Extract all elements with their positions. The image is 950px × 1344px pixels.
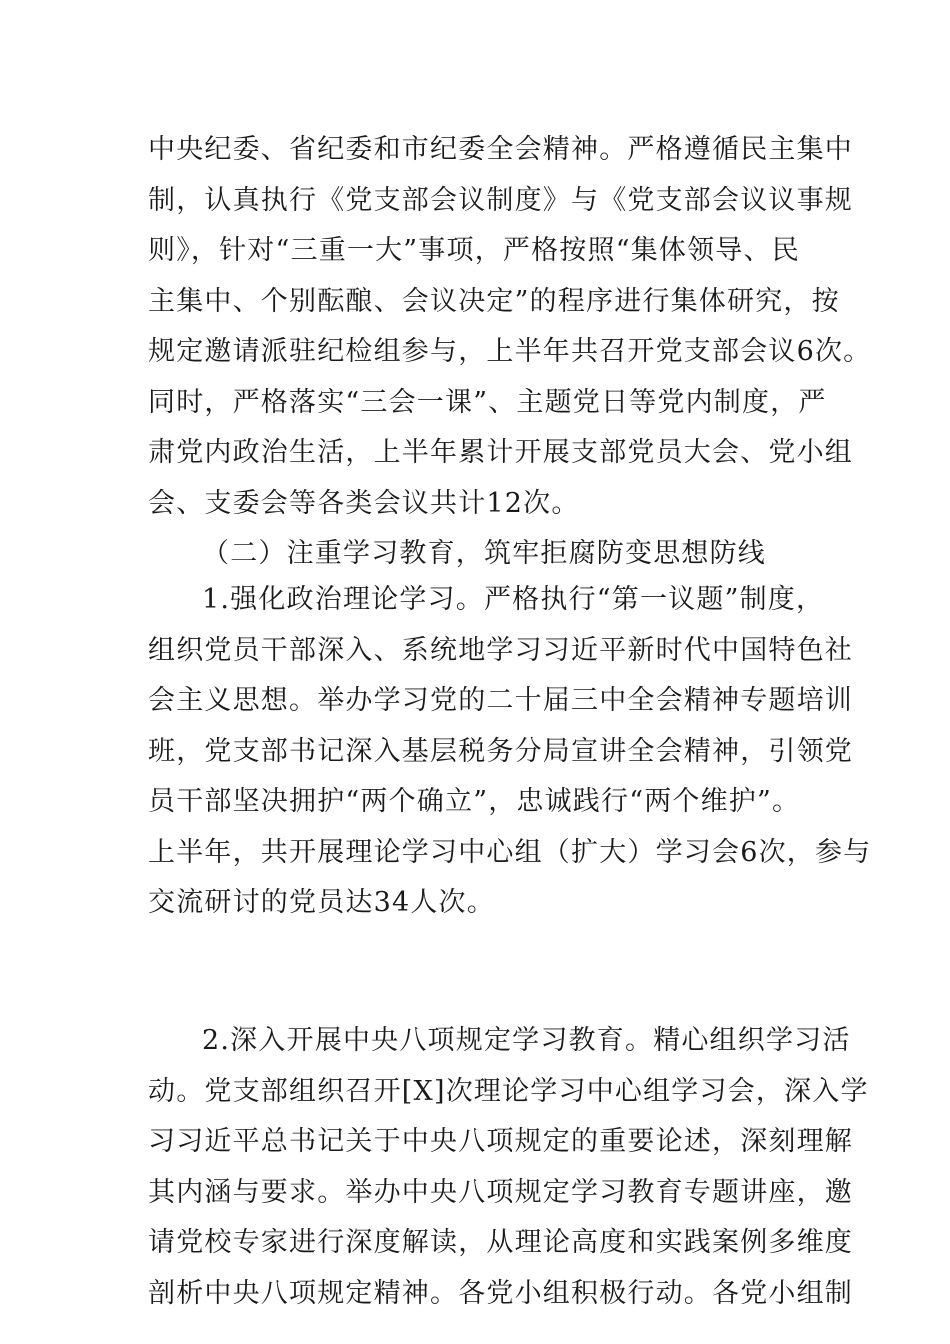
text-line: 肃党内政治生活，上半年累计开展支部党员大会、党小组 (148, 437, 853, 468)
paragraph-meeting-system (148, 125, 872, 580)
text-line: 请党校专家进行深度解读，从理论高度和实践案例多维度 (148, 1227, 853, 1258)
text-line: 动。党支部组织召开[X]次理论学习中心组学习会，深入学 (148, 1075, 869, 1107)
text-line: 则》，针对“三重一大”事项，严格按照“集体领导、民 (148, 235, 800, 266)
text-line: 交流研讨的党员达34人次。 (148, 887, 495, 918)
text-line: 制，认真执行《党支部会议制度》与《党支部会议议事规 (148, 184, 853, 216)
text-line: 2.深入开展中央八项规定学习教育。精心组织学习活 (202, 1025, 851, 1056)
text-line: 习习近平总书记关于中央八项规定的重要论述，深刻理解 (148, 1126, 853, 1157)
paragraph-eight-regulations (148, 1016, 869, 1319)
text-line: 会、支委会等各类会议共计12次。 (148, 487, 580, 519)
text-line: 规定邀请派驻纪检组参与，上半年共召开党支部会议6次。 (148, 336, 872, 367)
text-line: 其内涵与要求。举办中央八项规定学习教育专题讲座，邀 (148, 1176, 853, 1208)
text-line: 中央纪委、省纪委和市纪委全会精神。严格遵循民主集中 (148, 134, 853, 165)
text-line: 上半年，共开展理论学习中心组（扩大）学习会6次，参与 (148, 836, 872, 868)
text-line: 会主义思想。举办学习党的二十届三中全会精神专题培训 (148, 685, 853, 716)
paragraph-political-theory (148, 575, 872, 929)
text-line: 组织党员干部深入、系统地学习习近平新时代中国特色社 (148, 634, 853, 666)
text-line: 主集中、个别酝酿、会议决定”的程序进行集体研究，按 (148, 285, 840, 317)
text-line: 1.强化政治理论学习。严格执行“第一议题”制度， (202, 584, 825, 615)
text-line: 同时，严格落实“三会一课”、主题党日等党内制度，严 (148, 386, 827, 418)
section-heading: （二）注重学习教育，筑牢拒腐防变思想防线 (202, 538, 766, 569)
text-line: 班，党支部书记深入基层税务分局宣讲全会精神，引领党 (148, 735, 853, 767)
text-line: 员干部坚决拥护“两个确立”，忠诚践行“两个维护”。 (148, 786, 801, 817)
text-line: 剖析中央八项规定精神。各党小组积极行动。各党小组制 (148, 1277, 853, 1309)
